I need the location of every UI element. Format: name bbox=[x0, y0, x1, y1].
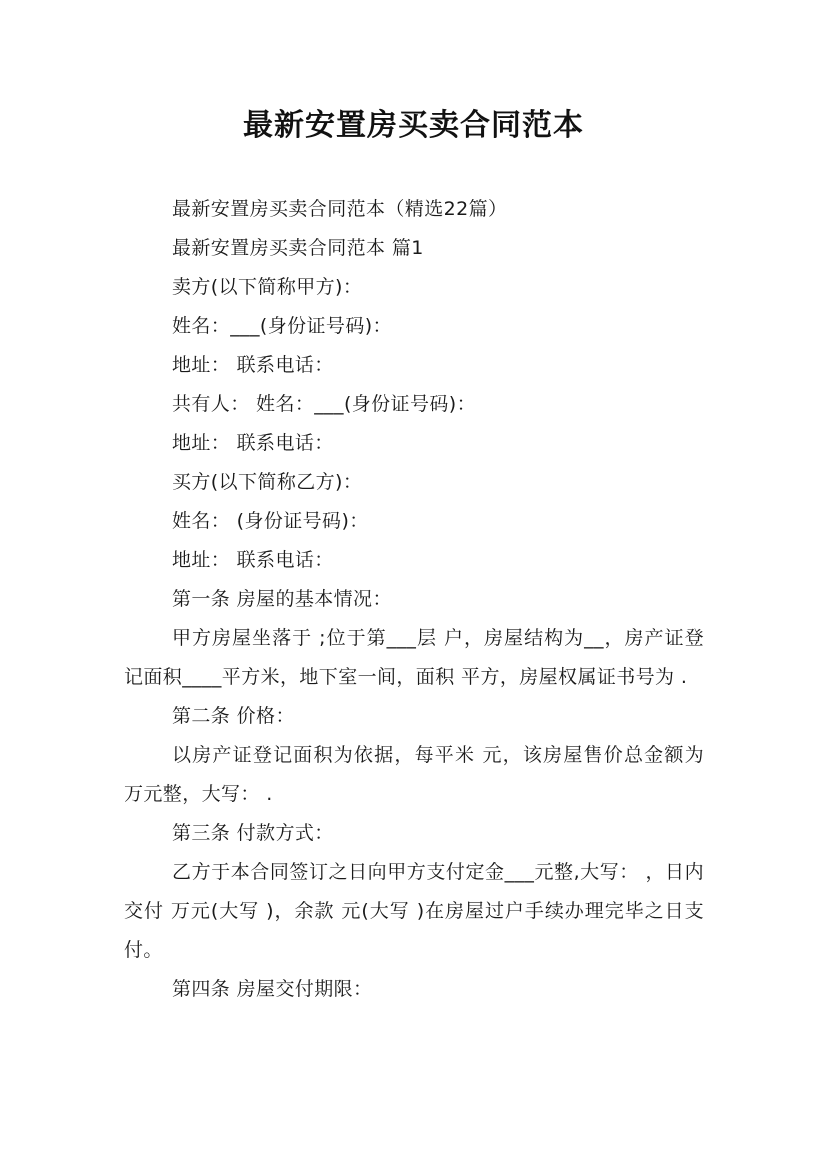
document-title: 最新安置房买卖合同范本 bbox=[243, 108, 584, 143]
paragraph-clause-3-heading: 第三条 付款方式： bbox=[172, 822, 334, 844]
paragraph-article-heading: 最新安置房买卖合同范本 篇1 bbox=[172, 237, 424, 259]
paragraph-clause-3-body: 乙方于本合同签订之日向甲方支付定金___元整,大写： ，日内交付 万元(大写 )，余款 元(大写 )在房屋过户手续办理完毕之日支付。 bbox=[124, 861, 704, 961]
paragraph-co-owner: 共有人： 姓名：___(身份证号码)： bbox=[172, 393, 476, 415]
paragraph-clause-2-heading: 第二条 价格： bbox=[172, 705, 295, 727]
paragraph-intro: 最新安置房买卖合同范本（精选22篇） bbox=[172, 198, 508, 220]
paragraph-buyer-address: 地址： 联系电话： bbox=[172, 549, 334, 571]
paragraph-seller-name: 姓名：___(身份证号码)： bbox=[172, 315, 392, 337]
paragraph-buyer: 买方(以下简称乙方)： bbox=[172, 471, 363, 493]
paragraph-seller-address: 地址： 联系电话： bbox=[172, 354, 334, 376]
paragraph-clause-4-heading: 第四条 房屋交付期限： bbox=[172, 978, 373, 1000]
paragraph-clause-1-body: 甲方房屋坐落于 ;位于第___层 户，房屋结构为__，房产证登记面积____平方米，地下室一间，面积 平方，房屋权属证书号为 . bbox=[124, 627, 704, 688]
paragraph-clause-1-heading: 第一条 房屋的基本情况： bbox=[172, 588, 392, 610]
document-body bbox=[124, 190, 711, 1009]
paragraph-buyer-name: 姓名： (身份证号码)： bbox=[172, 510, 369, 532]
paragraph-co-owner-address: 地址： 联系电话： bbox=[172, 432, 334, 454]
paragraph-clause-2-body: 以房产证登记面积为依据，每平米 元，该房屋售价总金额为 万元整，大写： . bbox=[124, 744, 711, 805]
paragraph-seller: 卖方(以下简称甲方)： bbox=[172, 276, 363, 298]
